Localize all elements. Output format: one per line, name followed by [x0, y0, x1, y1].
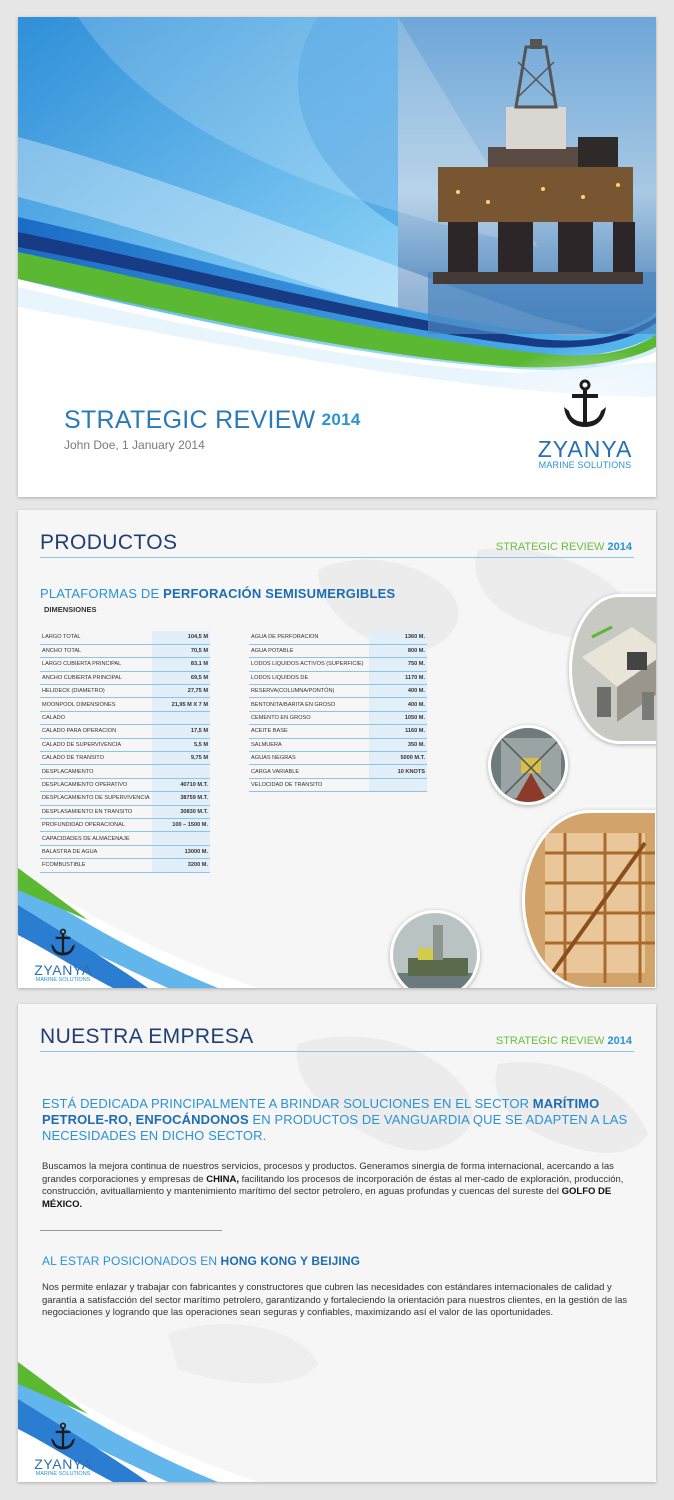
spec-label: PROFUNDIDAD OPERACIONAL: [40, 818, 152, 831]
spec-label: CEMENTO EN GROSO: [249, 711, 369, 724]
spec-row: [249, 631, 427, 644]
spec-label: LARGO TOTAL: [40, 631, 152, 644]
spec-label: AGUA DE PERFORACION: [249, 631, 369, 644]
anchor-icon: [50, 1422, 76, 1452]
spec-value: 10 KNOTS: [369, 765, 427, 778]
spec-row: [40, 778, 210, 791]
spec-label: BALASTRA DE AGUA: [40, 845, 152, 858]
spec-row: [249, 725, 427, 738]
brand-name: ZYANYA: [34, 1456, 92, 1472]
spec-value: 1050 M.: [369, 711, 427, 724]
spec-row: [40, 859, 210, 872]
brand-tagline: MARINE SOLUTIONS: [35, 1471, 91, 1477]
cover-subtitle: John Doe, 1 January 2014: [64, 438, 205, 452]
spec-row: [40, 738, 210, 751]
page-title: PRODUCTOS: [40, 531, 178, 554]
spec-row: [40, 832, 210, 845]
spec-value: 69,5 M: [152, 671, 210, 684]
spec-value: 100 – 1500 M.: [152, 818, 210, 831]
anchor-icon: [50, 928, 76, 958]
spec-row: [40, 711, 210, 724]
spec-row: [40, 685, 210, 698]
spec-row: [249, 671, 427, 684]
spec-label: FCOMBUSTIBLE: [40, 859, 152, 872]
p1-china: CHINA,: [206, 1173, 239, 1185]
spec-value: 800 M.: [369, 644, 427, 657]
spec-value: 70,5 M: [152, 644, 210, 657]
spec-row: [249, 752, 427, 765]
spec-label: HELIDECK (DIAMETRO): [40, 685, 152, 698]
spec-label: DESPLACAMIENTO: [40, 765, 152, 778]
spec-value: 104,5 M: [152, 631, 210, 644]
spec-label: MOONPOOL DIMENSIONES: [40, 698, 152, 711]
review-label: [496, 541, 632, 553]
spec-value: 400 M.: [369, 685, 427, 698]
brand-tagline: MARINE SOLUTIONS: [35, 977, 91, 983]
spec-table-right: [249, 631, 427, 792]
spec-value: 9,75 M: [152, 752, 210, 765]
review-year: 2014: [607, 1035, 632, 1047]
spec-row: [40, 752, 210, 765]
intro-highlight: MARÍTIMO PETROLE-RO, ENFOCÁNDONOS: [42, 1096, 600, 1127]
spec-label: BENTONITA/BARITA EN GROSO: [249, 698, 369, 711]
spec-row: [40, 671, 210, 684]
slide-header: [40, 532, 634, 558]
spec-row: [40, 644, 210, 657]
anchor-icon: [562, 379, 608, 431]
brand-name: ZYANYA: [34, 962, 92, 978]
spec-label: DESPLACAMIENTO DE SUPERVIVENCIA: [40, 792, 152, 805]
subheading-text: AL ESTAR POSICIONADOS EN: [42, 1254, 221, 1268]
review-label: [496, 1035, 632, 1047]
spec-value: 83,1 M: [152, 658, 210, 671]
spec-value: [152, 711, 210, 724]
section-title: [40, 586, 395, 601]
spec-value: 5000 M.T.: [369, 752, 427, 765]
spec-table-left: [40, 631, 210, 873]
intro-text-c: EN PRODUCTOS DE VANGUARDIA QUE SE ADAPTEN A LAS NECESIDADES EN DICHO SECTOR.: [42, 1112, 628, 1143]
spec-value: 1170 M.: [369, 671, 427, 684]
intro-statement: [42, 1096, 637, 1144]
p1-text-c: facilitando los procesos de incorporación de éstas al mer-cado de exploración, producción, construcción, avituallamiento y mantenimiento marítimo del sector petrolero, en aguas profundas y cuencas del sureste del: [42, 1173, 624, 1197]
paragraph-2: Nos permite enlazar y trabajar con fabricantes y constructores que cubren las necesidades con estándares internacionales de calidad y garantía a satisfacción del sector marítimo petrolero, garantizando y fortaleciendo la orientación para nuestros clientes, en la gestión de las negociaciones y logrando que las operaciones sean seguras y confiables, maximizando así el valor de las oportunidades.: [42, 1282, 628, 1318]
spec-row: [249, 658, 427, 671]
spec-label: AGUAS NEGRAS: [249, 752, 369, 765]
review-label-text: STRATEGIC REVIEW: [495, 1035, 605, 1047]
spec-value: 350 M.: [369, 738, 427, 751]
page-title: NUESTRA EMPRESA: [40, 1025, 254, 1048]
section-prefix: PLATAFORMAS DE: [40, 586, 164, 601]
spec-row: [40, 765, 210, 778]
subheading: [42, 1254, 360, 1268]
brand-tagline: MARINE SOLUTIONS: [538, 460, 632, 470]
spec-value: 1160 M.: [369, 725, 427, 738]
subheading-highlight: HONG KONG Y BEIJING: [220, 1254, 361, 1268]
spec-row: [40, 725, 210, 738]
spec-value: 400 M.: [369, 698, 427, 711]
spec-label: ANCHO TOTAL: [40, 644, 152, 657]
spec-label: CALADO DE TRANSITO: [40, 752, 152, 765]
p1-golfo: GOLFO DE MÉXICO.: [42, 1186, 612, 1210]
spec-label: CALADO: [40, 711, 152, 724]
slide-header: [40, 1026, 634, 1052]
cover-title: [64, 406, 361, 435]
spec-label: CAPACIDADES DE ALMACENAJE: [40, 832, 152, 845]
spec-row: [40, 792, 210, 805]
cover-slide: [18, 17, 656, 497]
spec-label: DESPLACAMIENTO OPERATIVO: [40, 778, 152, 791]
spec-row: [249, 765, 427, 778]
spec-label: ANCHO CUBIERTA PRINCIPAL: [40, 671, 152, 684]
company-logo: [530, 379, 640, 470]
spec-value: 13000 M.: [152, 845, 210, 858]
spec-label: LARGO CUBIERTA PRINCIPAL: [40, 658, 152, 671]
cover-year: 2014: [321, 410, 361, 429]
spec-value: 40710 M.T.: [152, 778, 210, 791]
spec-value: 1360 M.: [369, 631, 427, 644]
spec-label: LODOS LIQUIDOS DE: [249, 671, 369, 684]
spec-value: 3200 M.: [152, 859, 210, 872]
spec-label: LODOS LIQUIDOS ACTIVOS (SUPERFICIE): [249, 658, 369, 671]
spec-row: [249, 698, 427, 711]
review-year: 2014: [607, 541, 632, 553]
p1-text-a: Buscamos la mejora continua de nuestros servicios, procesos y productos. Generamos sinergia de forma internacional, acercando a las grandes corporaciones y empresas de: [42, 1161, 614, 1185]
spec-row: [249, 685, 427, 698]
spec-value: [152, 832, 210, 845]
cover-title-text: STRATEGIC REVIEW: [64, 406, 316, 434]
spec-value: 27,75 M: [152, 685, 210, 698]
section-highlight: PERFORACIÓN SEMISUMERGIBLES: [163, 586, 396, 601]
productos-slide: [18, 510, 656, 988]
spec-label: DESPLASAMIENTO EN TRANSITO: [40, 805, 152, 818]
divider: [40, 1230, 222, 1231]
spec-value: 17,5 M: [152, 725, 210, 738]
spec-label: ACEITE BASE: [249, 725, 369, 738]
spec-value: 38759 M.T.: [152, 792, 210, 805]
spec-label: CALADO PARA OPERACION: [40, 725, 152, 738]
spec-label: VELOCIDAD DE TRANSITO: [249, 778, 369, 791]
spec-value: 750 M.: [369, 658, 427, 671]
spec-row: [40, 805, 210, 818]
brand-name: ZYANYA: [537, 436, 633, 462]
spec-row: [249, 644, 427, 657]
spec-label: SALMUERA: [249, 738, 369, 751]
spec-value: [369, 778, 427, 791]
dimensions-label: DIMENSIONES: [44, 605, 97, 614]
review-label-text: STRATEGIC REVIEW: [495, 541, 605, 553]
equipment-photo-2: [488, 725, 568, 805]
spec-row: [40, 658, 210, 671]
spec-value: 5,5 M: [152, 738, 210, 751]
spec-label: CALADO DE SUPERVIVENCIA: [40, 738, 152, 751]
spec-value: 30830 M.T.: [152, 805, 210, 818]
slide-background: [18, 1004, 656, 1482]
spec-value: 21,95 M X 7 M: [152, 698, 210, 711]
spec-row: [40, 845, 210, 858]
intro-text-a: ESTÁ DEDICADA PRINCIPALMENTE A BRINDAR SOLUCIONES EN EL SECTOR: [42, 1096, 533, 1111]
footer-logo: [28, 1422, 98, 1477]
spec-row: [40, 698, 210, 711]
equipment-photo-3: [522, 810, 656, 988]
footer-logo: [28, 928, 98, 983]
spec-row: [40, 818, 210, 831]
spec-label: AGUA POTABLE: [249, 644, 369, 657]
spec-row: [40, 631, 210, 644]
spec-label: CARGA VARIABLE: [249, 765, 369, 778]
spec-row: [249, 711, 427, 724]
empresa-slide: [18, 1004, 656, 1482]
spec-value: [152, 765, 210, 778]
paragraph-1: [42, 1161, 632, 1211]
spec-row: [249, 778, 427, 791]
spec-label: RESERVA(COLUMNA/PONTÓN): [249, 685, 369, 698]
spec-row: [249, 738, 427, 751]
